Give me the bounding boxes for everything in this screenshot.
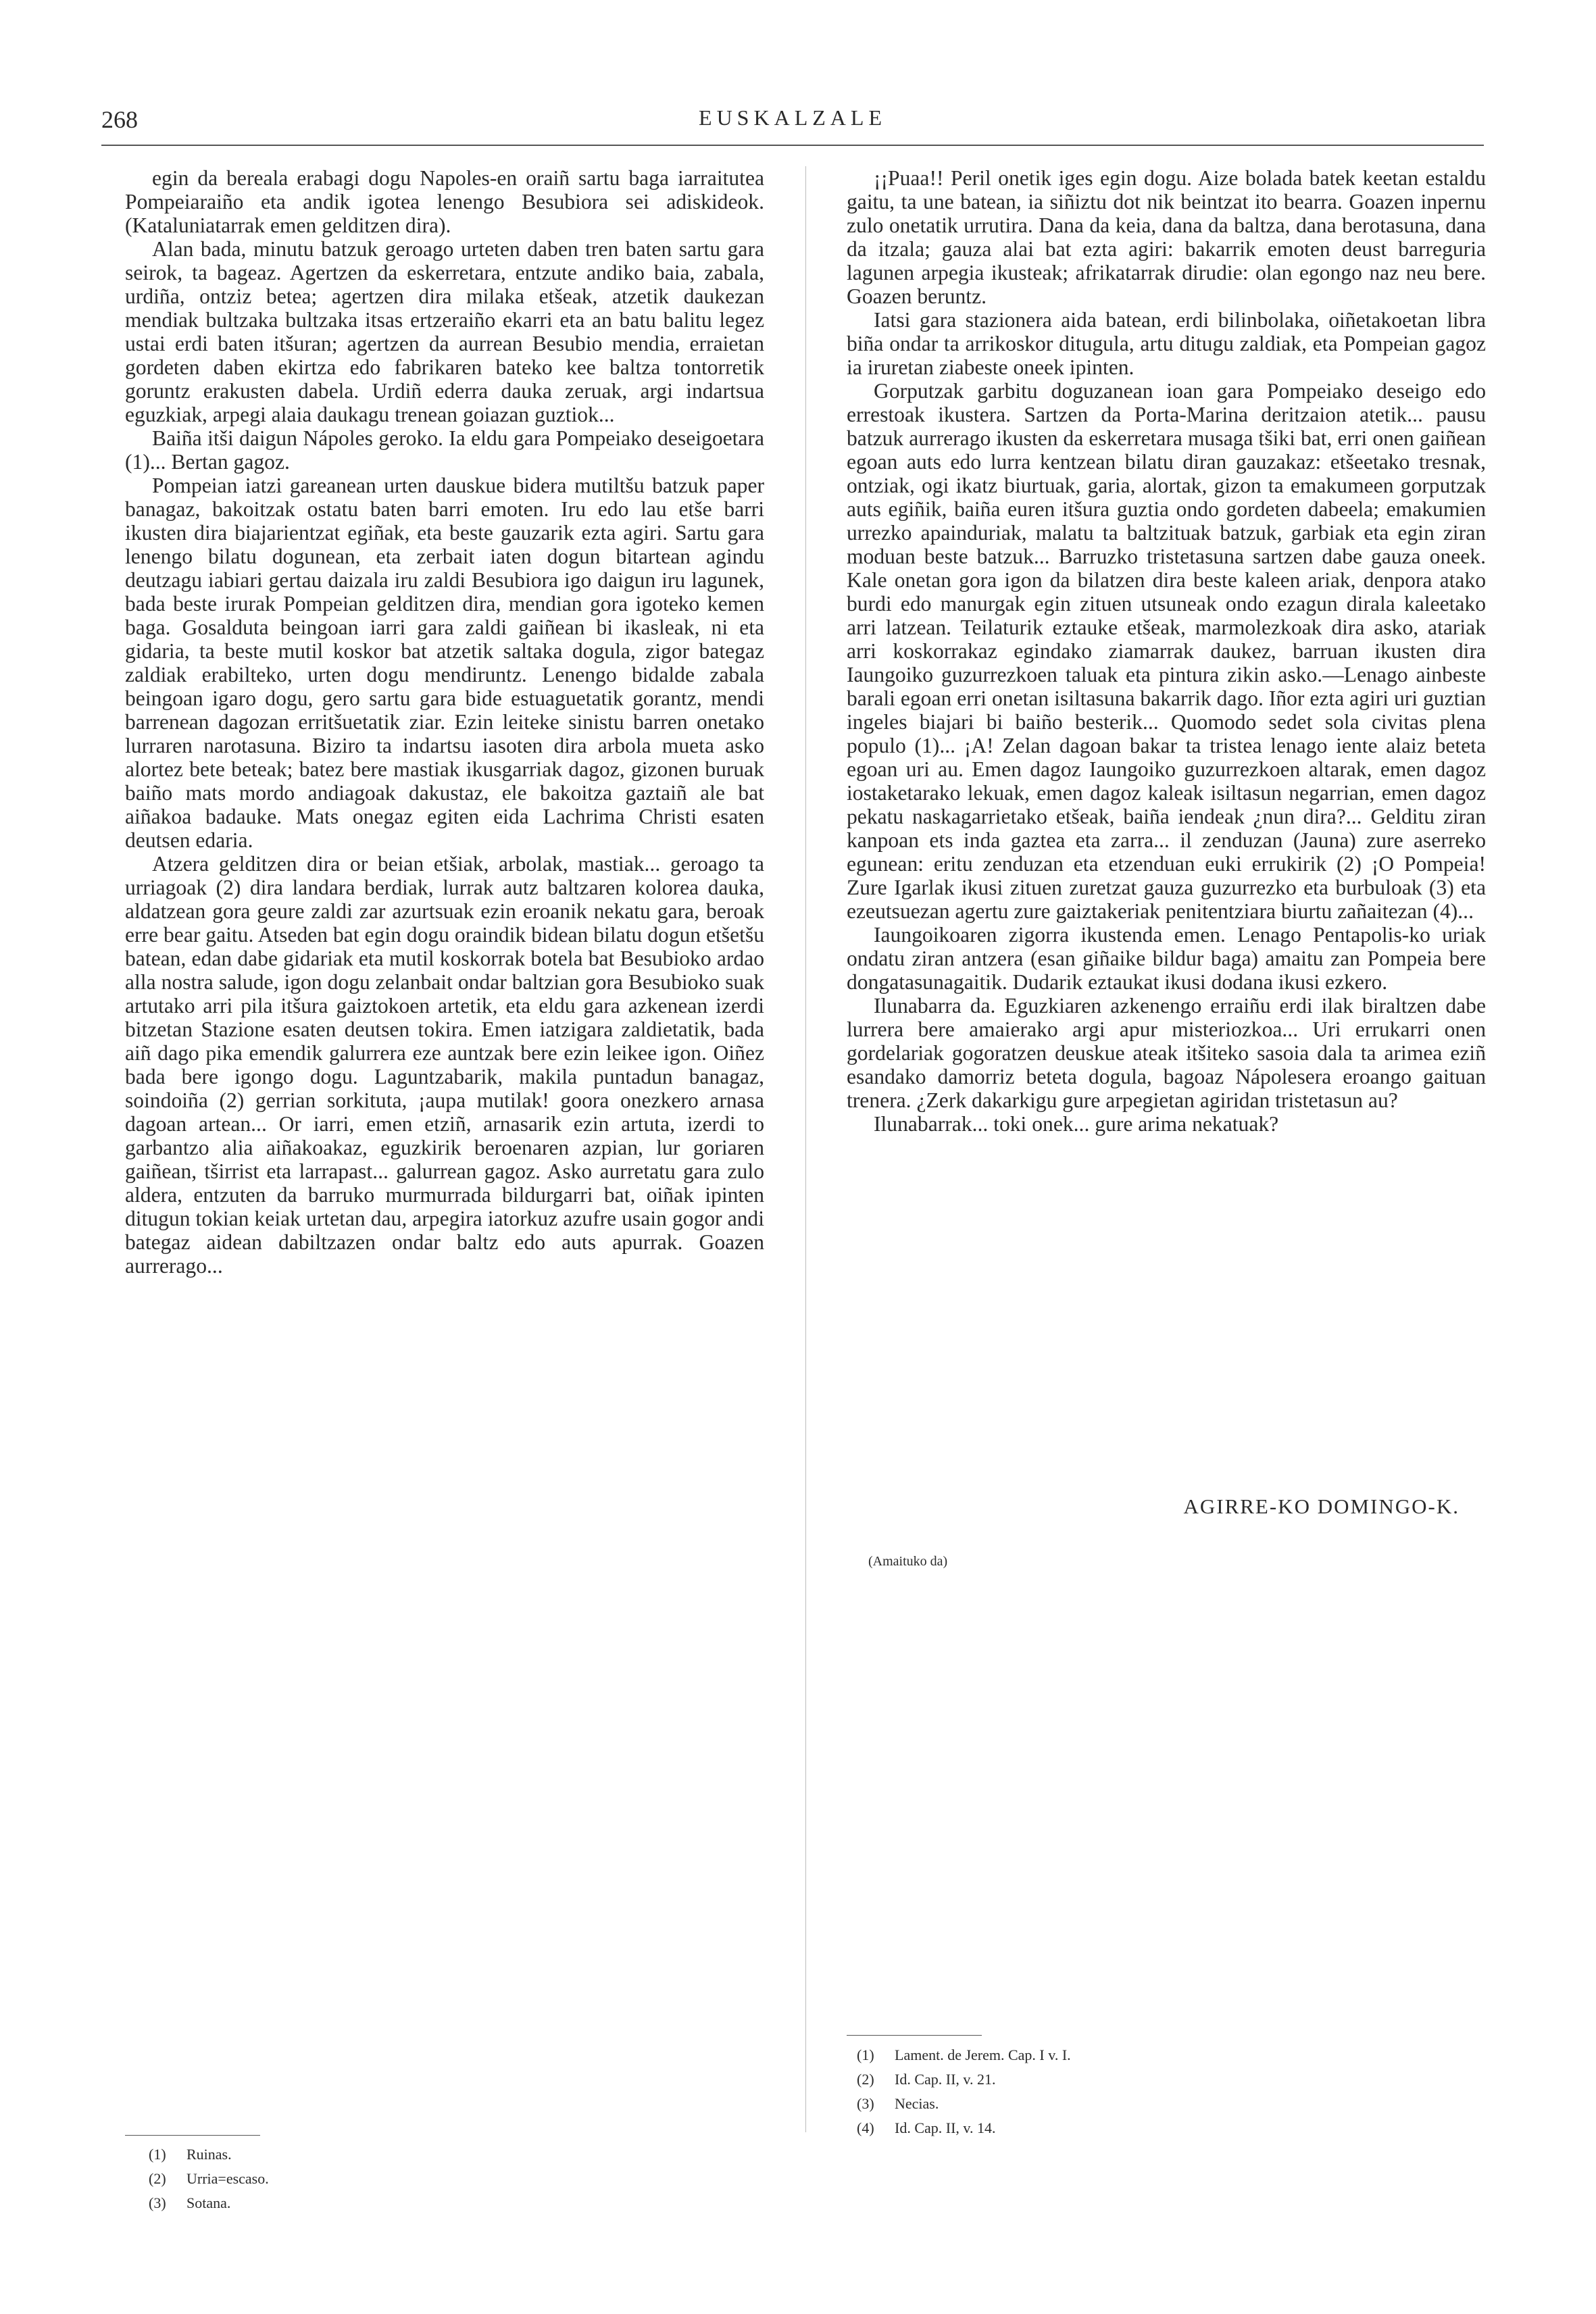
- author-signature: AGIRRE-KO DOMINGO-K.: [1183, 1494, 1460, 1518]
- paragraph: Alan bada, minutu batzuk geroago urteten daben tren baten sartu gara seirok, ta bageaz. Agertzen da eskerretara, entzute andiko baia, zabala, urdiña, ontziz betea; agertzen dira milaka etšeak, atzetik daukezan mendiak bultzaka bultzaka itsas ertzeraiño ekarri eta an batu balitu legez ustai erdi baten itšuran; agertzen da aurrean Besubio mendia, erraietan gordeten daben ekirtza edo fabrikaren bateko kee baltza tontorretik goruntz erakusten dabela. Urdiñ ederra dauka zeruak, argi indartsua eguzkiak, arpegi alaia daukagu trenean goiazan guztiok...: [125, 237, 764, 426]
- footnote: [149, 2167, 269, 2191]
- footnote-text: Id. Cap. II, v. 14.: [895, 2119, 996, 2136]
- footnote-number: (3): [857, 2095, 874, 2112]
- page-header: [101, 105, 1484, 139]
- footnote-number: (4): [857, 2119, 874, 2136]
- left-footnotes: [149, 2142, 269, 2215]
- paragraph: Pompeian iatzi gareanean urten dauskue bidera mutiltšu batzuk paper banagaz, bakoitzak ostatu baten barri emoten. Iru edo lau etše barri ikusten dira biajarientzat egiñak, eta beste gauzarik ezta agiri. Sartu gara lenengo bilatu dogunean, eta zerbait iaten dogun bitartean agindu deutzagu iabiari gertau daizala iru zaldi Besubiora igo daigun iru lagunek, bada beste irurak Pompeian gelditzen dira, mendian gora igoteko kemen baga. Gosalduta beingoan iarri gara zaldi gaiñean bi ikasleak, ni eta gidaria, ta beste mutil koskor bat atzetik saltaka dogula, zigor bategaz zaldiak erabilteko, urten dogu mendiruntz. Lenengo bidalde zabala beingoan igaro dogu, gero sartu gara bide estuaguetatik gorantz, mendi barrenean dagozan erritšuetatik ziar. Ezin leiteke sinistu barren onetako lurraren narotasuna. Biziro ta indartsu iasoten dira arbola mueta asko alortez bete beteak; batez bere mastiak ikusgarriak dagoz, gizonen buruak baiño mats mordo andiagoak dakustaz, ele bakoitza gaztaiñ ale bat aiñakoa badauke. Mats onegaz egiten eida Lachrima Christi esaten deutsen edaria.: [125, 474, 764, 852]
- footnote-number: (2): [149, 2170, 166, 2187]
- footnote-number: (1): [857, 2046, 874, 2063]
- page-number: 268: [101, 106, 138, 133]
- footnote: [857, 2116, 1071, 2140]
- right-column: [847, 166, 1486, 1136]
- footnote-text: Id. Cap. II, v. 21.: [895, 2071, 996, 2088]
- paragraph: egin da bereala erabagi dogu Napoles-en oraiñ sartu baga iarraitutea Pompeiaraiño eta andik igotea lenengo Besubiora sei adiskideok. (Kataluniatarrak emen gelditzen dira).: [125, 166, 764, 237]
- footnote-number: (3): [149, 2194, 166, 2211]
- paragraph: Ilunabarra da. Eguzkiaren azkenengo erraiñu erdi ilak biraltzen dabe lurrera bere amaierako argi apur misteriozkoa... Uri errukarri onen gordelariak gogoratzen deuskue ateak itšiteko sasoia dala ta arimea eziñ esandako damorriz beteta dogula, bagoaz Nápolesera eroango gaituan trenera. ¿Zerk dakarkigu gure arpegietan agiridan tristetasun au?: [847, 994, 1486, 1112]
- right-footnotes: [857, 2043, 1071, 2140]
- left-column: [125, 166, 764, 1278]
- footnote-text: Urria=escaso.: [186, 2170, 269, 2187]
- footnote-text: Lament. de Jerem. Cap. I v. I.: [895, 2046, 1071, 2063]
- paragraph: Gorputzak garbitu doguzanean ioan gara Pompeiako deseigo edo errestoak ikustera. Sartzen da Porta-Marina deritzaion atetik... pausu batzuk aurrerago ikusten da eskerretara musaga tšiki bat, erri onen gaiñean egoan auts edo lurra kentzean bilatu diran gauzakaz: etšeetako tresnak, ontziak, ogi ikatz biurtuak, garia, alortak, gizon ta emakumeen gorputzak auts egiñik, baiña euren itšura guztia ondo gordeten dabeela; emakumien urrezko apainduriak, malatu ta baltzituak batzuk, garbiak eta egin ziran moduan beste batzuk... Barruzko tristetasuna sartzen dabe gauza oneek. Kale onetan gora igon da bilatzen dira beste kaleen ariak, denpora atako burdi edo manurgak egin zituen utsuneak ondo ezagun dirala kaleetako arri latzean. Teilaturik eztauke etšeak, marmolezkoak dira asko, atariak arri koskorrakaz egindako ziamarrak daukez, barruan ikusten dira Iaungoiko guzurrezkoen taluak eta pintura zikin asko.—Lenago ainbeste barali egoan erri onetan isiltasuna bakarrik dago. Iñor ezta agiri uri guztian ingeles biajari bi baiño besterik... Quomodo sedet sola civitas plena populo (1)... ¡A! Zelan dagoan bakar ta tristea lenago iente alaiz beteta egoan uri au. Emen dagoz Iaungoiko guzurrezkoen altarak, emen dagoz iostaketarako lekuak, emen dagoz kaleak isiltasun negarrian, emen dagoz pekatu naskagarrietako etšeak, baiña iendeak ¿nun dira?... Gelditu ziran kanpoan ets inda gaztea eta zarra... il zenduzan (Jauna) zure aserreko egunean: eritu zenduzan eta etzenduan euki errukirik (2) ¡O Pompeia! Zure Igarlak ikusi zituen zuretzat gauza guzurrezko eta burbuloak (3) eta ezeutsuezan agertu zure gaiztakeriak penitentziara biurtu zañaitezan (4)...: [847, 379, 1486, 923]
- footnote: [857, 2092, 1071, 2116]
- paragraph: Iatsi gara stazionera aida batean, erdi bilinbolaka, oiñetakoetan libra biña ondar ta arrikoskor ditugula, artu ditugu zaldiak, eta Pompeian gagoz ia iruretan ziabeste oneek ipinten.: [847, 308, 1486, 379]
- continuation-note: (Amaituko da): [868, 1554, 948, 1569]
- footnote: [857, 2067, 1071, 2092]
- paragraph: Baiña itši daigun Nápoles geroko. Ia eldu gara Pompeiako deseigoetara (1)... Bertan gagoz.: [125, 426, 764, 474]
- footnote-text: Sotana.: [186, 2194, 231, 2211]
- footnote-text: Necias.: [895, 2095, 939, 2112]
- header-rule: [101, 145, 1484, 146]
- paragraph: Atzera gelditzen dira or beian etšiak, arbolak, mastiak... geroago ta urriagoak (2) dira landara berdiak, lurrak autz baltzaren kolorea dauka, aldatzean gora geure zaldi zar azurtsuak ezin eroanik nekatu gara, beroak erre bear gaitu. Atseden bat egin dogu oraindik bidean bilatu dogun etšetšu batean, edan dabe gidariak eta mutil koskorrak botela bat Besubioko ardao alla nostra salude, igon dogu zelanbait ondar baltzian gora Besubioko suak artutako arri pila itšura gaiztokoen artetik, eta eldu gara azkenean izerdi bitzetan Stazione esaten deutsen tokira. Emen iatzigara zaldietatik, bada aiñ dago pika emendik galurrera eze auntzak bere ezin leikee igon. Oiñez bada bere igongo dogu. Laguntzabarik, makila puntadun banagaz, soindoiña (2) gerrian sorkituta, ¡aupa mutilak! goora onezkero arnasa dagoan artean... Or iarri, emen etziñ, arnasarik ezin artuta, izerdi to garbantzo alia aiñakoakaz, eguzkirik beroenaren azpian, lur goriaren gaiñean, tširrist eta larrapast... galurrean gagoz. Asko aurretatu gara zulo aldera, entzuten da barruko murmurrada bildurgarri bat, oiñak ipinten ditugun tokian keiak urtetan dau, arpegira iatorkuz azufre usain gogor andi bategaz aidean dabiltzazen ondar baltz edo auts apurrak. Goazen aurrerago...: [125, 852, 764, 1278]
- footnote-text: Ruinas.: [186, 2146, 232, 2163]
- paragraph: ¡¡Puaa!! Peril onetik iges egin dogu. Aize bolada batek keetan estaldu gaitu, ta une batean, ia siñiztu dot nik beintzat ito bearra. Goazen inpernu zulo onetatik urrutira. Dana da keia, dana da baltza, dana berotasuna, dana da itzala; gauza alai bat ezta agiri: bakarrik emoten deust barreguria lagunen arpegia ikusteak; afrikatarrak dirudie: olan egongo naz neu bere. Goazen beruntz.: [847, 166, 1486, 308]
- running-title: EUSKALZALE: [699, 105, 887, 130]
- footnote-number: (1): [149, 2146, 166, 2163]
- paragraph: Ilunabarrak... toki onek... gure arima nekatuak?: [874, 1112, 1279, 1136]
- footnote-rule: [125, 2135, 260, 2136]
- footnote: [149, 2191, 269, 2215]
- footnote: [857, 2043, 1071, 2067]
- column-divider: [805, 166, 806, 2132]
- footnote-rule: [847, 2035, 982, 2036]
- paragraph: Iaungoikoaren zigorra ikustenda emen. Lenago Pentapolis-ko uriak ondatu ziran antzera (esan giñaike bildur baga) amaitu zan Pompeia bere dongatasunagaitik. Dudarik eztaukat ikusi dodana ikusi ezkero.: [847, 923, 1486, 994]
- footnote-number: (2): [857, 2071, 874, 2088]
- footnote: [149, 2142, 269, 2167]
